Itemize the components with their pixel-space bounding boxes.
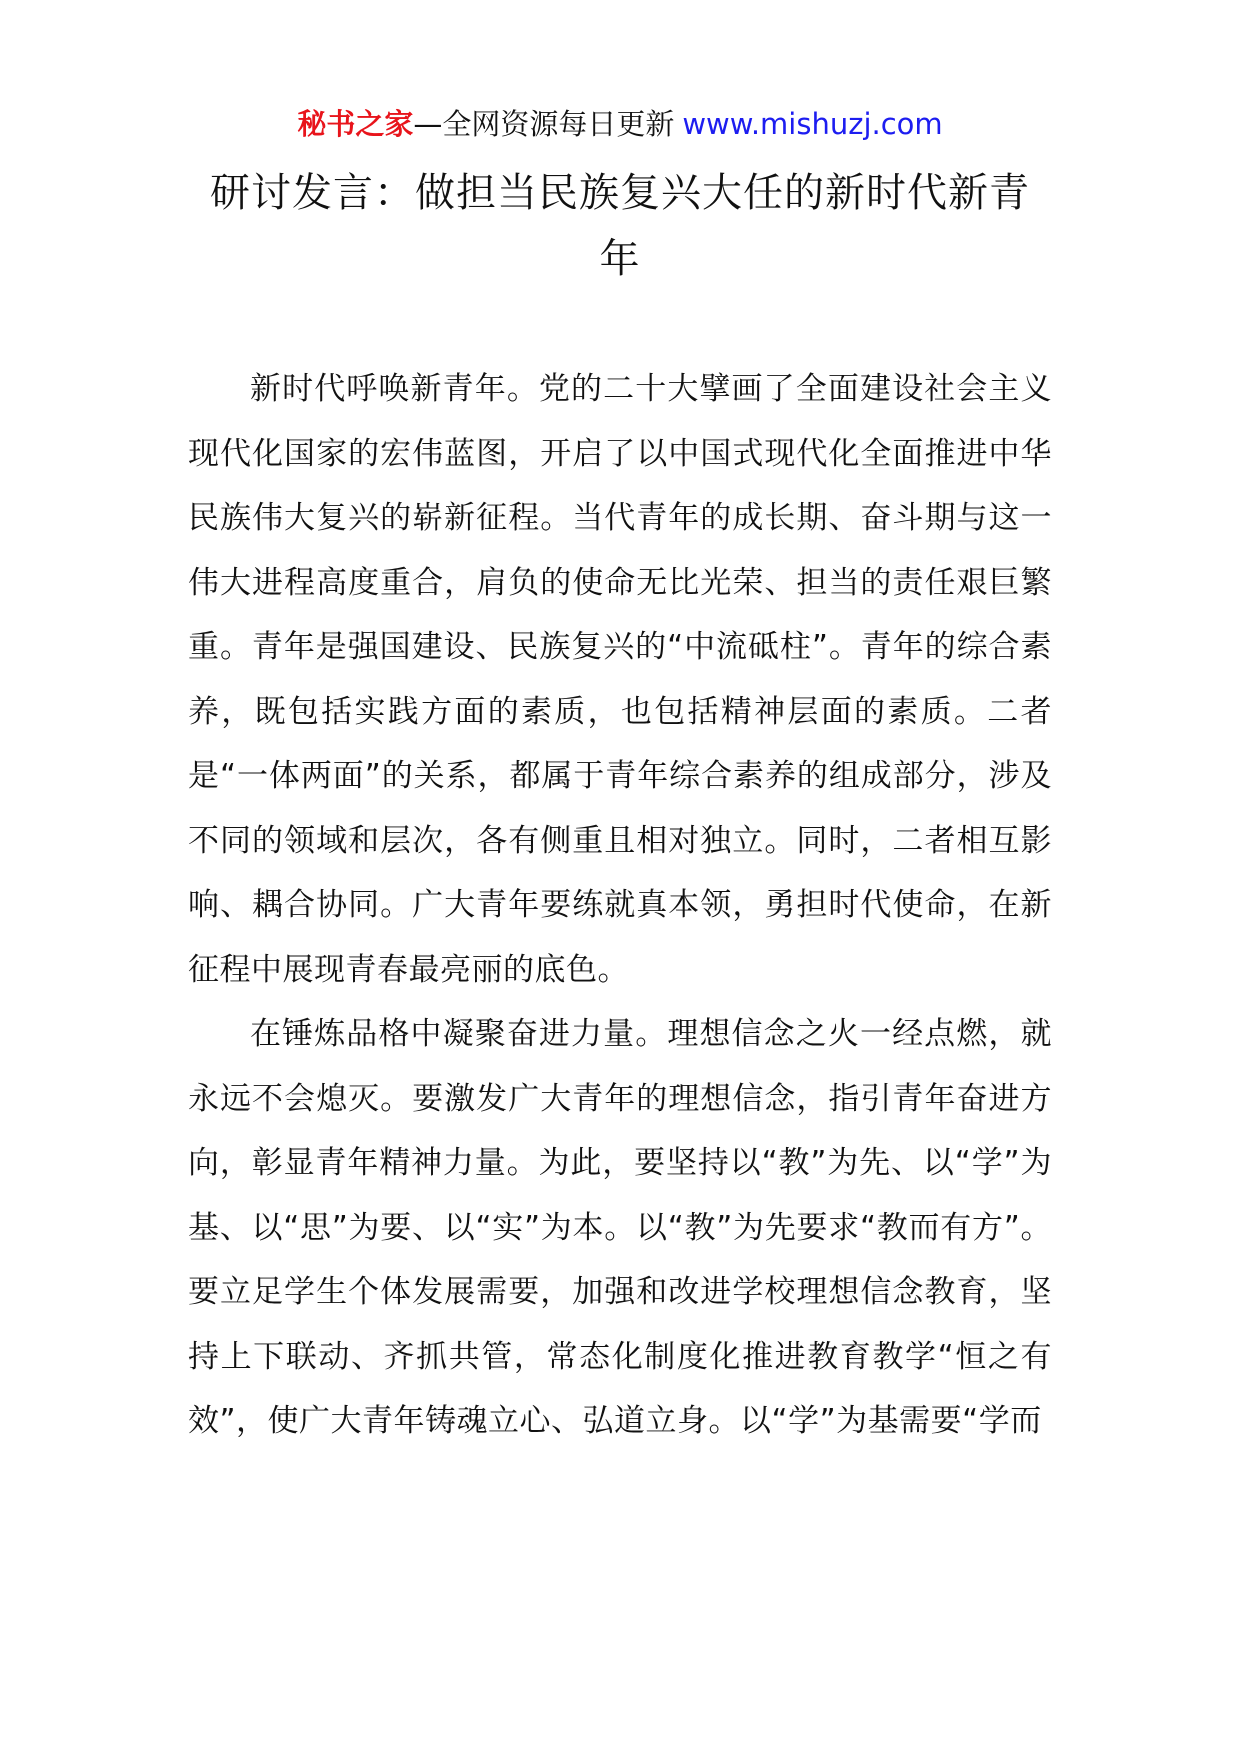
site-tagline: —全网资源每日更新 — [413, 107, 675, 141]
site-brand: 秘书之家 — [297, 107, 414, 141]
site-url-link[interactable]: www.mishuzj.com — [682, 107, 943, 141]
document-title: 研讨发言：做担当民族复兴大任的新时代新青年 — [210, 170, 1030, 282]
body-paragraph-1: 新时代呼唤新青年。党的二十大擘画了全面建设社会主义现代化国家的宏伟蓝图，开启了以中国式现代化全面推进中华民族伟大复兴的崭新征程。当代青年的成长期、奋斗期与这一伟大进程高度重合，肩负的使命无比光荣、担当的责任艰巨繁重。青年是强国建设、民族复兴的“中流砥柱”。青年的综合素养，既包括实践方面的素质，也包括精神层面的素质。二者是“一体两面”的关系，都属于青年综合素养的组成部分，涉及不同的领域和层次，各有侧重且相对独立。同时，二者相互影响、耦合协同。广大青年要练就真本领，勇担时代使命，在新征程中展现青春最亮丽的底色。 — [188, 371, 1052, 988]
document-body — [188, 357, 1052, 1454]
body-paragraph-2: 在锤炼品格中凝聚奋进力量。理想信念之火一经点燃，就永远不会熄灭。要激发广大青年的理想信念，指引青年奋进方向，彰显青年精神力量。为此，要坚持以“教”为先、以“学”为基、以“思”为要、以“实”为本。以“教”为先要求“教而有方”。要立足学生个体发展需要，加强和改进学校理想信念教育，坚持上下联动、齐抓共管，常态化制度化推进教育教学“恒之有效”，使广大青年铸魂立心、弘道立身。以“学”为基需要“学而 — [188, 1016, 1052, 1439]
site-header — [0, 100, 1240, 148]
